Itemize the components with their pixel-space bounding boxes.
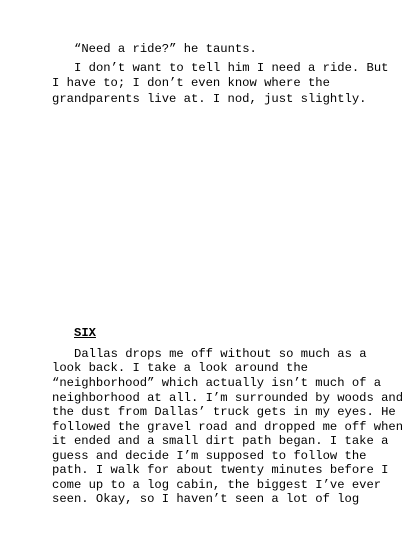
paragraph-line: I don’t want to tell him I need a ride. But [74, 61, 389, 75]
paragraph-line: the dust from Dallas’ truck gets in my eyes. He [52, 405, 396, 419]
chapter-heading: SIX [74, 326, 96, 340]
paragraph-line: neighborhood at all. I’m surrounded by woods and [52, 391, 404, 405]
paragraph-line: look back. I take a look around the [52, 361, 308, 375]
paragraph-line: seen. Okay, so I haven’t seen a lot of log [52, 492, 360, 506]
paragraph-line: I have to; I don’t even know where the [52, 76, 330, 90]
paragraph-line: “neighborhood” which actually isn’t much of a [52, 376, 382, 390]
paragraph-line: come up to a log cabin, the biggest I’ve ever [52, 478, 382, 492]
paragraph-line: followed the gravel road and dropped me off when [52, 420, 404, 434]
paragraph-line: guess and decide I’m supposed to follow the [52, 449, 367, 463]
paragraph-line: Dallas drops me off without so much as a [74, 347, 367, 361]
paragraph-line: it ended and a small dirt path began. I take a [52, 434, 389, 448]
paragraph-line: grandparents live at. I nod, just slightly. [52, 92, 367, 106]
paragraph-line: path. I walk for about twenty minutes before I [52, 463, 389, 477]
paragraph-line: “Need a ride?” he taunts. [74, 42, 257, 56]
